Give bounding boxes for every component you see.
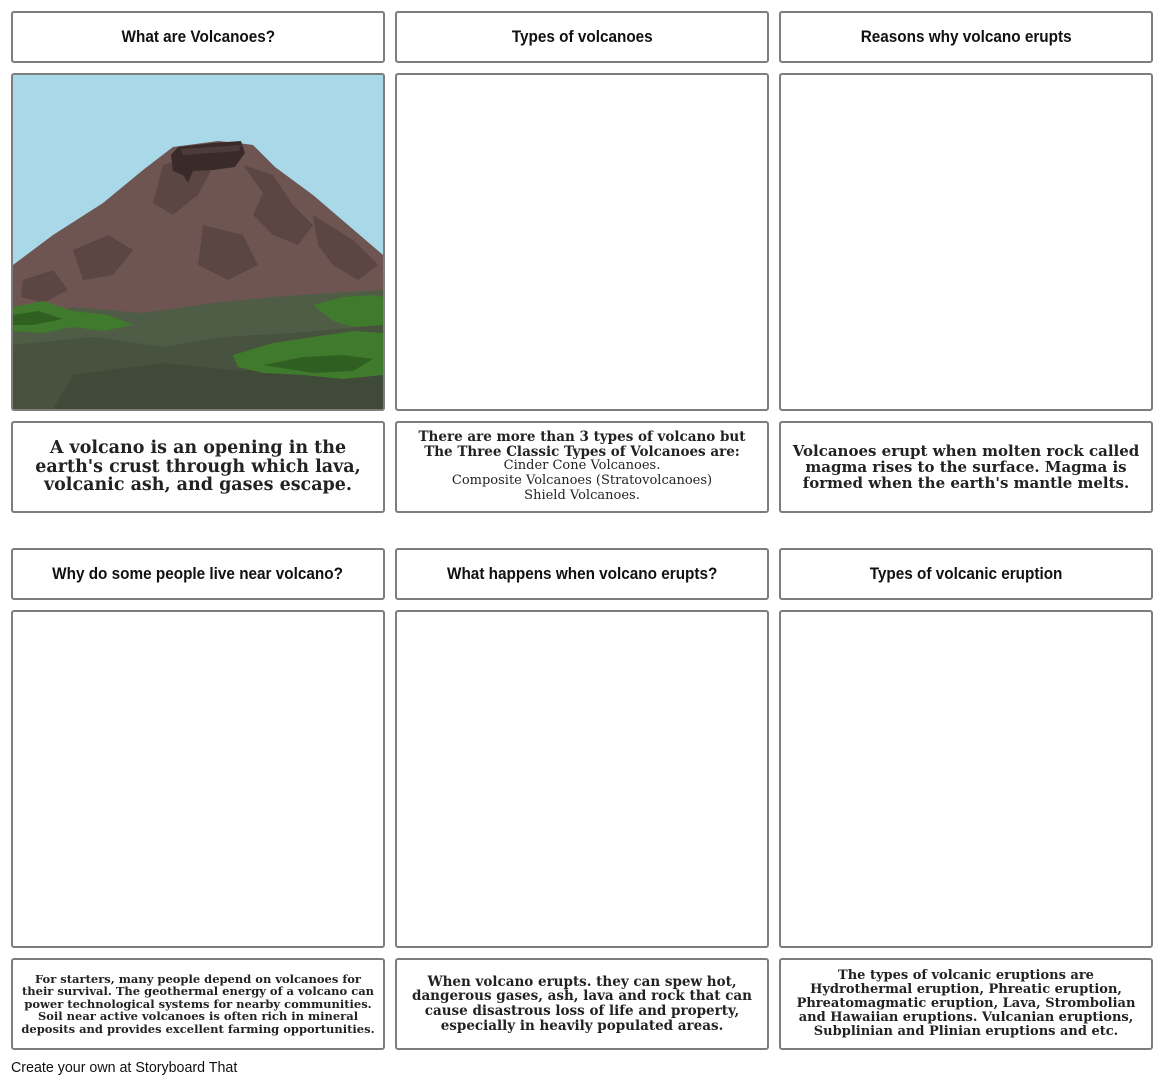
- panel-2-caption-intro: There are more than 3 types of volcano but The Three Classic Types of Volcanoes are:: [418, 429, 746, 460]
- panel-3-caption: Volcanoes erupt when molten rock called magma rises to the surface. Magma is formed when the earth's mantle melts.: [792, 441, 1140, 493]
- panel-4-title: Why do some people live near volcano?: [52, 564, 344, 583]
- panel-6-caption: The types of volcanic eruptions are Hydrothermal eruption, Phreatic eruption, Phreatomagmatic eruption, Lava, Strombolian and Hawaiian eruptions. Vulcanian eruptions, Subplinian and Plinian eruptions and etc.: [796, 967, 1136, 1040]
- panel-6-title-box: [779, 548, 1153, 600]
- panel-6-scene[interactable]: [779, 610, 1153, 948]
- panel-1-title: What are Volcanoes?: [121, 27, 275, 46]
- panel-5-title: What happens when volcano erupts?: [446, 564, 718, 583]
- panel-5-scene[interactable]: [395, 610, 769, 948]
- panel-6-caption-box: [779, 958, 1153, 1050]
- panel-2-scene[interactable]: [395, 73, 769, 411]
- panel-4-scene[interactable]: [11, 610, 385, 948]
- panel-2-caption-line-1: Cinder Cone Volcanoes.: [503, 458, 661, 474]
- panel-1-title-box: [11, 11, 385, 63]
- panel-4-caption-box: [11, 958, 385, 1050]
- panel-5-title-box: [395, 548, 769, 600]
- panel-2-title-box: [395, 11, 769, 63]
- panel-2-caption-line-3: Shield Volcanoes.: [524, 488, 640, 504]
- panel-1-caption-box: [11, 421, 385, 513]
- panel-5-caption-box: [395, 958, 769, 1050]
- panel-3-title-box: [779, 11, 1153, 63]
- panel-3-title: Reasons why volcano erupts: [860, 27, 1072, 46]
- panel-4-caption: For starters, many people depend on volcanoes for their survival. The geothermal energy of a volcano can power technological systems for nearby communities. Soil near active volcanoes is often rich in mineral deposits and provides excellent farming opportunities.: [21, 971, 375, 1036]
- storyboard-footer-link[interactable]: Create your own at Storyboard That: [11, 1059, 238, 1076]
- panel-3-caption-box: [779, 421, 1153, 513]
- volcano-illustration-icon: [13, 75, 383, 409]
- panel-4-title-box: [11, 548, 385, 600]
- panel-5-caption: When volcano erupts. they can spew hot, dangerous gases, ash, lava and rock that can cause disastrous loss of life and property, especially in heavily populated areas.: [412, 973, 752, 1034]
- panel-1-caption: A volcano is an opening in the earth's crust through which lava, volcanic ash, and gases escape.: [35, 437, 361, 496]
- panel-3-scene[interactable]: [779, 73, 1153, 411]
- panel-2-caption-line-2: Composite Volcanoes (Stratovolcanoes): [451, 473, 713, 489]
- panel-2-title: Types of volcanoes: [511, 27, 653, 46]
- panel-1-scene[interactable]: [11, 73, 385, 411]
- panel-6-title: Types of volcanic eruption: [869, 564, 1063, 583]
- panel-2-caption-box: [395, 421, 769, 513]
